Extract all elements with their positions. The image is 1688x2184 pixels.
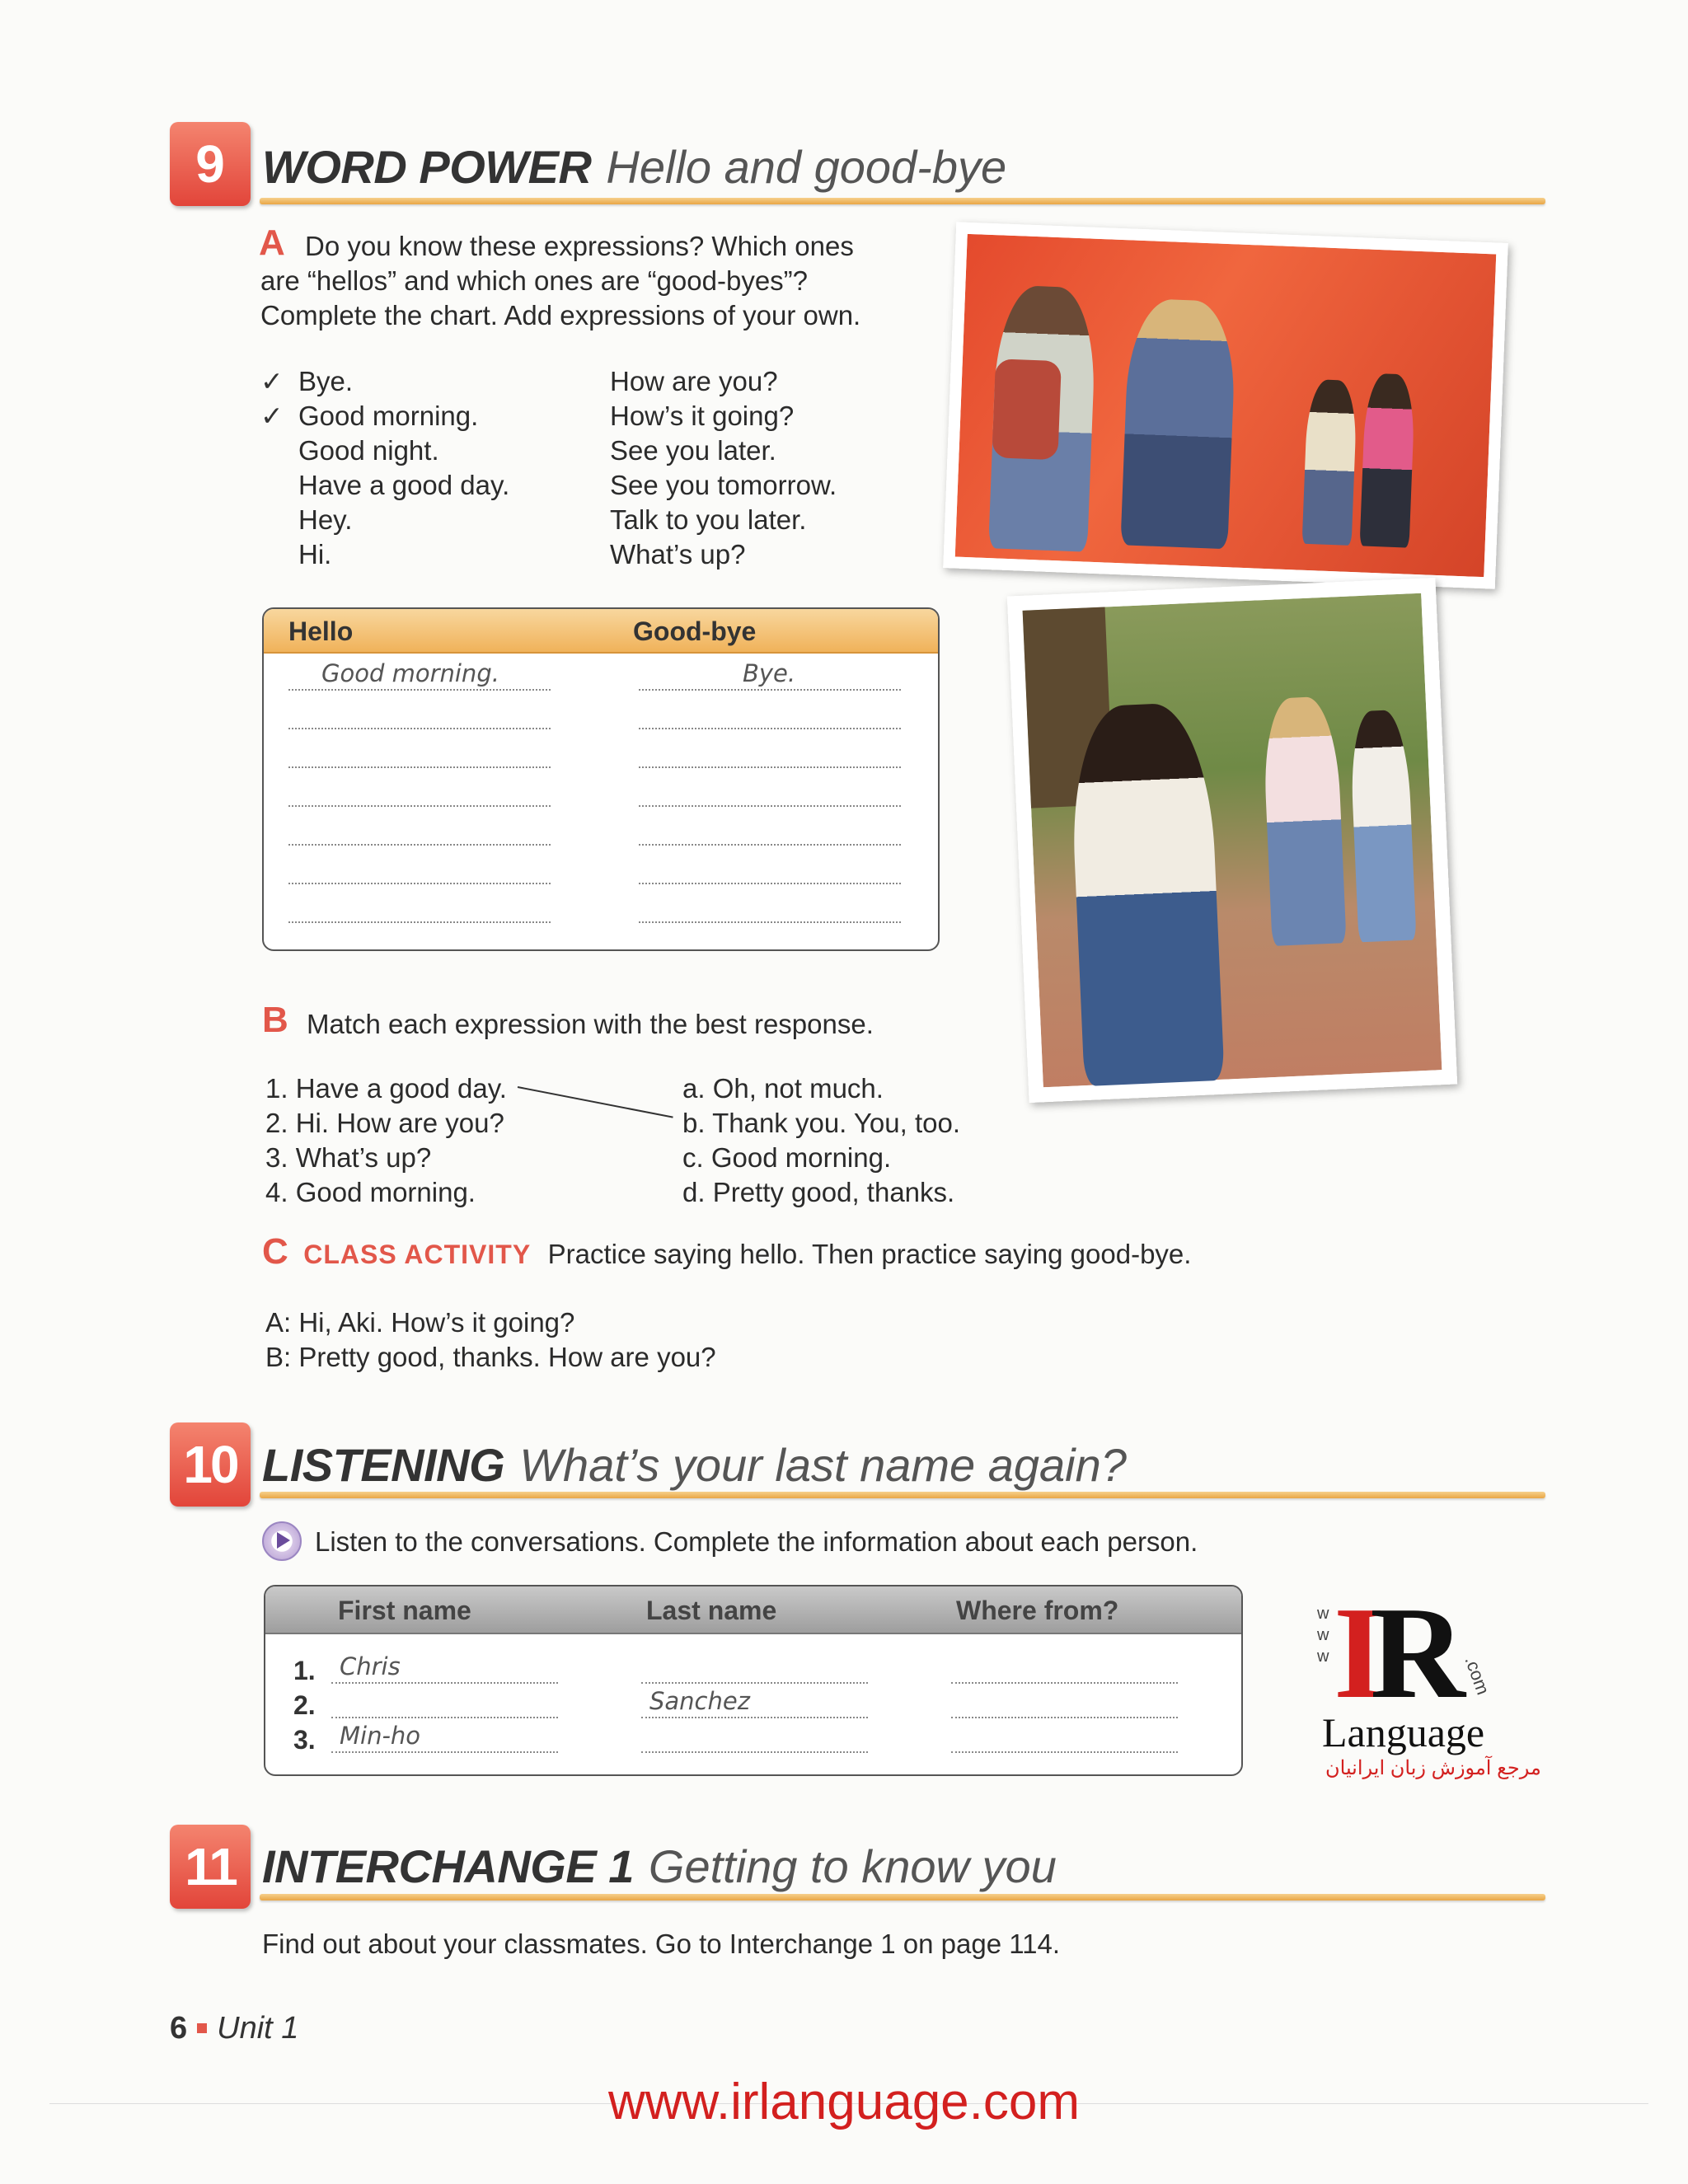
section-10-rule [260,1492,1545,1498]
list-item: 1. Have a good day. [265,1073,507,1104]
col-first-name: First name [338,1596,471,1625]
part-b-letter: B [262,1000,288,1040]
part-a-letter: A [259,223,285,263]
row-number: 3. [293,1725,316,1755]
goodbye-column [639,652,901,923]
students-greeting-photo [943,222,1508,588]
list-item: c. Good morning. [682,1142,892,1173]
page-footer [170,2011,298,2046]
check-icon: ✓ [260,401,284,431]
row-number: 2. [293,1690,316,1720]
list-item: How are you? [610,366,778,396]
logo-ir: IR [1334,1579,1451,1726]
match-line [518,1086,673,1118]
section-11-keyword: INTERCHANGE 1 [262,1840,634,1892]
section-10-number: 10 [170,1422,251,1507]
list-item: b. Thank you. You, too. [682,1108,960,1138]
part-c-instructions: Practice saying hello. Then practice saying good-bye. [547,1239,1192,1269]
list-item: 2. Hi. How are you? [265,1108,504,1138]
answer-line[interactable] [639,846,901,884]
list-item: d. Pretty good, thanks. [682,1177,955,1207]
logo-persian-text: مرجع آموزش زبان ایرانیان [1325,1757,1541,1779]
list-item: Have a good day. [298,470,510,500]
list-item: Hi. [298,539,332,569]
photo-person [1360,373,1416,548]
section-11-rule [260,1894,1545,1900]
section-9-number: 9 [170,122,251,206]
logo-www: www [1317,1605,1329,1666]
section-10-keyword: LISTENING [262,1439,505,1491]
section-10-title [262,1438,1127,1492]
answer-line[interactable] [288,846,551,884]
girl-waving-photo [1007,578,1457,1103]
answer-line[interactable] [639,691,901,729]
photo-person [1068,701,1225,1086]
listening-table [264,1585,1243,1776]
list-item: 3. What’s up? [265,1142,432,1173]
audio-play-icon[interactable] [262,1521,302,1561]
row-number: 1. [293,1656,316,1685]
last-name-field[interactable]: Sanchez [641,1687,868,1718]
photo-person [1348,710,1416,943]
answer-line[interactable] [288,729,551,768]
chart-col-goodbye: Good-bye [633,616,757,646]
answer-line[interactable] [288,807,551,846]
list-item: Good night. [298,435,439,466]
where-from-field[interactable] [951,1722,1178,1753]
section-9-rule [260,198,1545,204]
section-9-subtitle: Hello and good-bye [606,141,1007,193]
list-item: ✓ Bye. [260,364,509,399]
chart-col-hello: Hello [288,616,354,646]
unit-label: Unit 1 [217,2011,299,2046]
answer-line[interactable]: Good morning. [288,652,551,691]
photo-person [1262,696,1347,946]
check-icon: ✓ [260,366,284,396]
dialog-line: B: Pretty good, thanks. How are you? [265,1342,716,1372]
interchange-instructions: Find out about your classmates. Go to Interchange 1 on page 114. [262,1929,1061,1959]
list-item: 4. Good morning. [265,1177,476,1207]
first-name-field[interactable]: Min-ho [331,1722,558,1753]
part-c-letter: C [262,1231,288,1272]
answer-line[interactable]: Bye. [639,652,901,691]
section-10-subtitle: What’s your last name again? [519,1439,1127,1491]
section-11-number: 11 [170,1825,251,1909]
part-c-row [262,1231,1191,1272]
first-name-field[interactable]: Chris [331,1652,558,1684]
photo-person [1302,379,1358,546]
dialog-line: A: Hi, Aki. How’s it going? [265,1307,575,1338]
list-item: What’s up? [610,539,746,569]
section-9-keyword: WORD POWER [262,141,592,193]
col-where-from: Where from? [956,1596,1119,1625]
where-from-field[interactable] [951,1652,1178,1684]
list-item: How’s it going? [610,401,795,431]
part-a-instructions: Do you know these expressions? Which ones are “hellos” and which ones are “good-byes”? Complete the chart. Add expressions of your own. [260,231,861,330]
first-name-field[interactable] [331,1687,558,1718]
class-activity-label: CLASS ACTIVITY [303,1240,532,1269]
sample-dialog [265,1305,716,1375]
listening-instructions: Listen to the conversations. Complete the information about each person. [315,1526,1198,1557]
list-item: Talk to you later. [610,504,807,535]
list-item: ✓ Good morning. [260,399,509,434]
photo-person [1120,298,1236,549]
where-from-field[interactable] [951,1687,1178,1718]
section-11-subtitle: Getting to know you [648,1840,1057,1892]
answer-line[interactable] [639,884,901,923]
match-list-left [265,1071,507,1210]
last-name-field[interactable] [641,1722,868,1753]
list-item: See you later. [610,435,776,466]
expression-list-right [610,364,837,572]
listening-table-header [265,1586,1241,1634]
hello-column [288,652,551,923]
answer-line[interactable] [639,729,901,768]
list-item: Hey. [298,504,353,535]
col-last-name: Last name [646,1596,777,1625]
expression-list-left [260,364,509,572]
match-list-right [682,1071,960,1210]
section-9-title [262,140,1006,194]
list-item: a. Oh, not much. [682,1073,884,1104]
part-b-instructions: Match each expression with the best response. [307,1009,874,1039]
last-name-field[interactable] [641,1652,868,1684]
answer-line[interactable] [639,768,901,807]
answer-line[interactable] [288,768,551,807]
chart-header [264,609,938,654]
section-11-title [262,1840,1057,1893]
irlanguage-logo [1317,1579,1541,1779]
hello-goodbye-chart [262,607,940,951]
watermark-url[interactable]: www.irlanguage.com [607,2074,1081,2130]
logo-language: Language [1322,1709,1485,1755]
footer-square-icon [197,2023,207,2033]
logo-com: .com [1461,1653,1494,1698]
list-item: See you tomorrow. [610,470,837,500]
answer-line[interactable] [288,884,551,923]
page-number: 6 [170,2011,188,2046]
answer-line[interactable] [639,807,901,846]
answer-line[interactable] [288,691,551,729]
backpack [992,359,1062,460]
